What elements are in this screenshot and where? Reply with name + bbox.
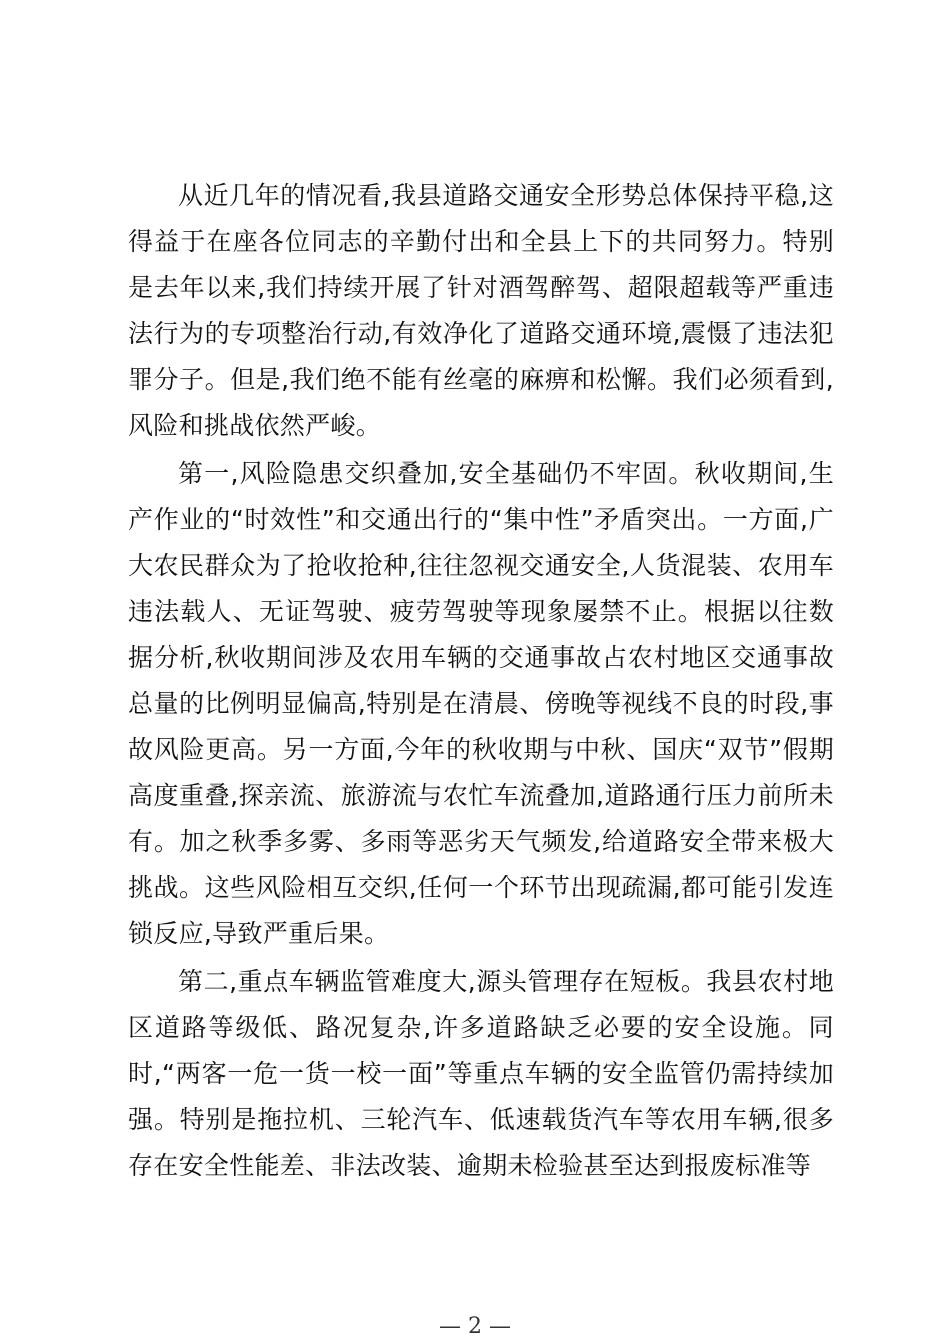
paragraph-3: 第二,重点车辆监管难度大,源头管理存在短板。我县农村地区道路等级低、路况复杂,许多道路缺乏必要的安全设施。同时,“两客一危一货一校一面”等重点车辆的安全监管仍需持续加强。特别是拖拉机、三轮汽车、低速载货汽车等农用车辆,很多存在安全性能差、非法改装、逾期未检验甚至达到报废标准等: [128, 967, 834, 1180]
body-text: [128, 173, 834, 1189]
paragraph-1: 从近几年的情况看,我县道路交通安全形势总体保持平稳,这得益于在座各位同志的辛勤付出和全县上下的共同努力。特别是去年以来,我们持续开展了针对酒驾醉驾、超限超载等严重违法行为的专项整治行动,有效净化了道路交通环境,震慑了违法犯罪分子。但是,我们绝不能有丝毫的麻痹和松懈。我们必须看到,风险和挑战依然严峻。: [128, 181, 834, 440]
paragraph-2: 第一,风险隐患交织叠加,安全基础仍不牢固。秋收期间,生产作业的“时效性”和交通出行的“集中性”矛盾突出。一方面,广大农民群众为了抢收抢种,往往忽视交通安全,人货混装、农用车违法载人、无证驾驶、疲劳驾驶等现象屡禁不止。根据以往数据分析,秋收期间涉及农用车辆的交通事故占农村地区交通事故总量的比例明显偏高,特别是在清晨、傍晚等视线不良的时段,事故风险更高。另一方面,今年的秋收期与中秋、国庆“双节”假期高度重叠,探亲流、旅游流与农忙车流叠加,道路通行压力前所未有。加之秋季多雾、多雨等恶劣天气频发,给道路安全带来极大挑战。这些风险相互交织,任何一个环节出现疏漏,都可能引发连锁反应,导致严重后果。: [128, 459, 834, 948]
page-number: — 2 —: [439, 1314, 511, 1339]
